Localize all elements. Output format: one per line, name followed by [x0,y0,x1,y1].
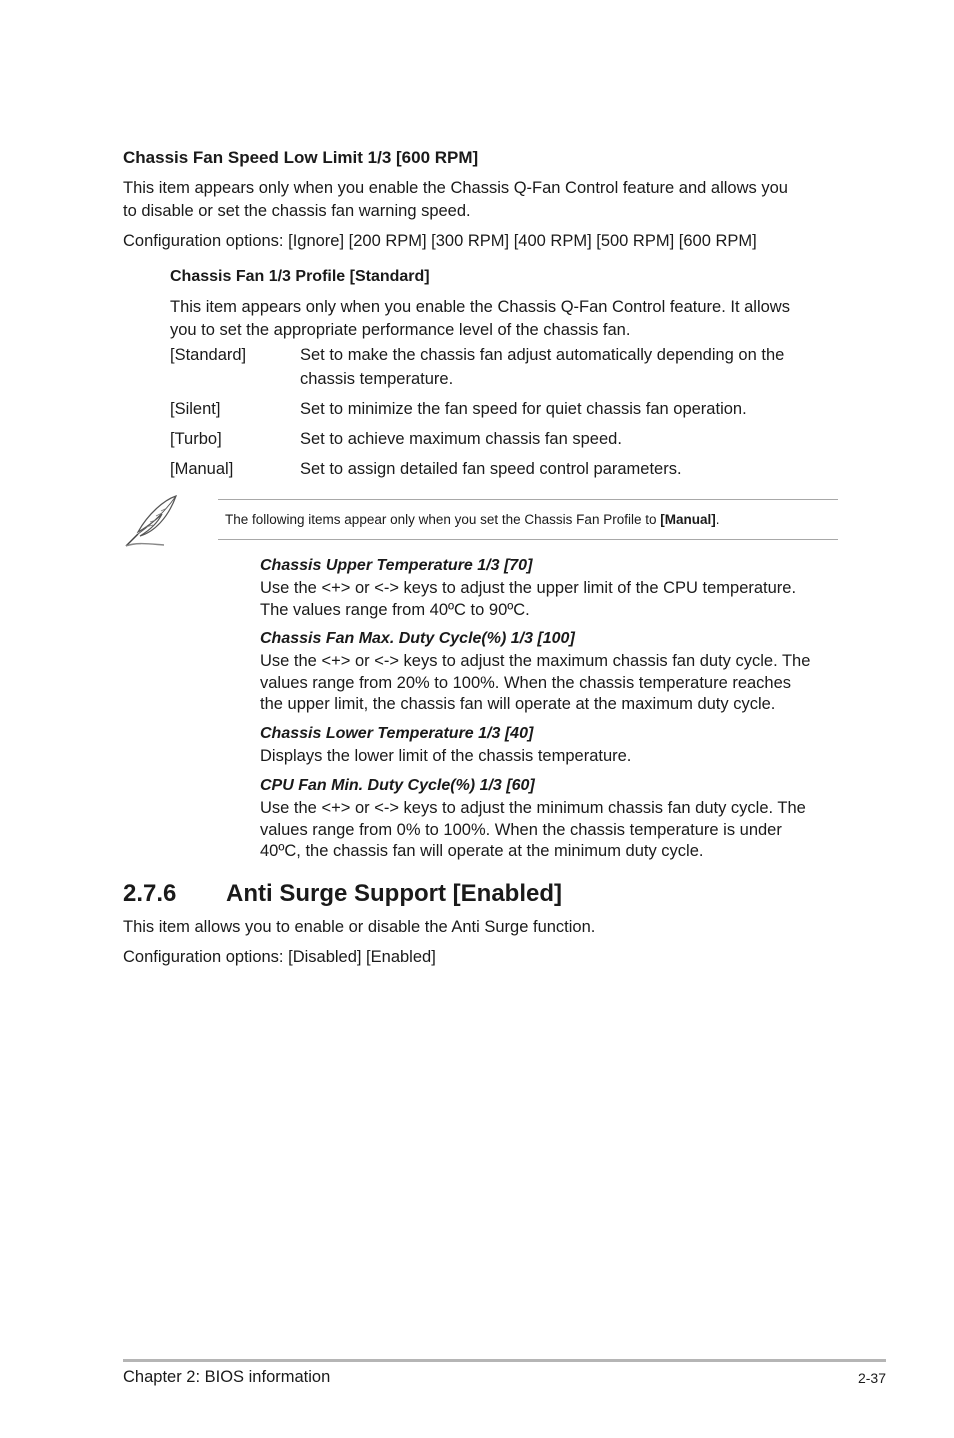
option-desc-silent: Set to minimize the fan speed for quiet chassis fan operation. [300,400,747,418]
fan-profile-desc-line1: This item appears only when you enable the Chassis Q-Fan Control feature. It allows [170,298,790,316]
option-desc-manual: Set to assign detailed fan speed control parameters. [300,460,682,478]
manual-item-heading-upper-temp: Chassis Upper Temperature 1/3 [70] [260,557,533,574]
note-emphasis: [Manual] [660,512,716,527]
footer-rule [123,1359,886,1362]
anti-surge-config: Configuration options: [Disabled] [Enabled] [123,948,436,966]
option-key-silent: [Silent] [170,400,221,418]
manual-item-heading-max-duty: Chassis Fan Max. Duty Cycle(%) 1/3 [100] [260,630,575,647]
manual-item-desc-min-duty: Use the <+> or <-> keys to adjust the minimum chassis fan duty cycle. The values range from 0% to 100%. When the chassis temperature is under 40ºC, the chassis fan will operate at the minimum duty cycle. [260,799,806,860]
fan-low-limit-desc-line2: to disable or set the chassis fan warning speed. [123,202,471,220]
feather-pen-icon [120,492,182,552]
note-text: The following items appear only when you set the Chassis Fan Profile to [Manual]. [225,512,720,527]
fan-low-limit-desc-line1: This item appears only when you enable the Chassis Q-Fan Control feature and allows you [123,179,788,197]
note-top-rule [218,499,838,500]
option-desc-turbo: Set to achieve maximum chassis fan speed. [300,430,622,448]
manual-item-desc-upper-temp: Use the <+> or <-> keys to adjust the upper limit of the CPU temperature. The values range from 40ºC to 90ºC. [260,579,797,619]
footer-chapter: Chapter 2: BIOS information [123,1368,331,1386]
option-desc-standard [300,343,840,391]
option-key-turbo: [Turbo] [170,430,222,448]
manual-item-desc-lower-temp: Displays the lower limit of the chassis temperature. [260,747,632,765]
manual-item-desc-max-duty: Use the <+> or <-> keys to adjust the maximum chassis fan duty cycle. The values range from 20% to 100%. When the chassis temperature reaches the upper limit, the chassis fan will operate at the maximum duty cycle. [260,652,811,713]
option-key-manual: [Manual] [170,460,234,478]
fan-low-limit-heading: Chassis Fan Speed Low Limit 1/3 [600 RPM] [123,148,479,167]
section-number: 2.7.6 [123,880,177,907]
footer-page-number: 2-37 [857,1370,886,1386]
anti-surge-desc: This item allows you to enable or disable the Anti Surge function. [123,918,596,936]
option-desc-standard-line2: chassis temperature. [300,370,454,388]
manual-item-heading-min-duty: CPU Fan Min. Duty Cycle(%) 1/3 [60] [260,777,535,794]
option-desc-standard-line1: Set to make the chassis fan adjust automatically depending on the [300,346,785,364]
option-key-standard: [Standard] [170,346,247,364]
manual-item-heading-lower-temp: Chassis Lower Temperature 1/3 [40] [260,725,534,742]
fan-low-limit-config: Configuration options: [Ignore] [200 RPM] [300 RPM] [400 RPM] [500 RPM] [600 RPM] [123,232,757,250]
fan-profile-desc-line2: you to set the appropriate performance level of the chassis fan. [170,321,631,339]
section-title: Anti Surge Support [Enabled] [226,880,562,907]
fan-profile-heading: Chassis Fan 1/3 Profile [Standard] [170,268,430,285]
note-bottom-rule [218,539,838,540]
